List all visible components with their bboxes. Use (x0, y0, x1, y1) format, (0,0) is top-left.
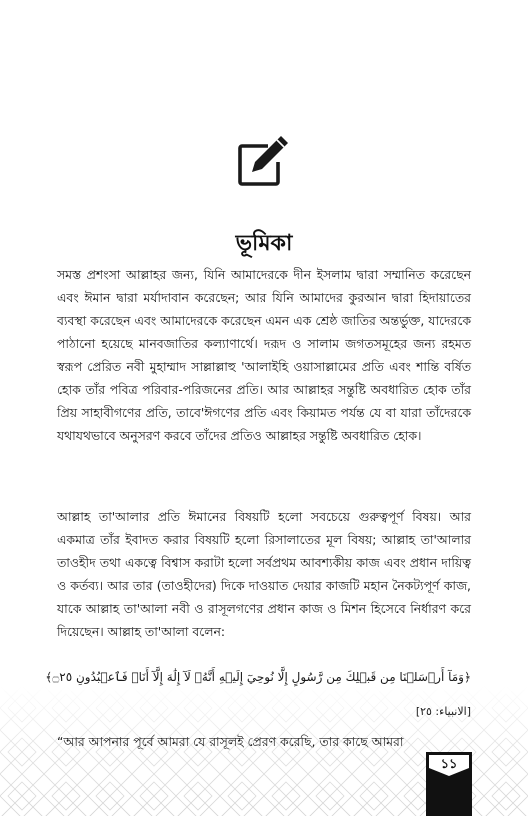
verse-translation: “আর আপনার পূর্বে আমরা যে রাসূলই প্রেরণ করেছি, তার কাছে আমরা (57, 734, 404, 749)
page-number: ১১ (440, 757, 458, 772)
intro-paragraph-2: আল্লাহ তা'আলার প্রতি ঈমানের বিষয়টি হলো সবচেয়ে গুরুত্বপূর্ণ বিষয়। আর একমাত্র তাঁর ইবাদত করার বিষয়টি হলো রিসালাতের মূল বিষয়; আল্লাহ তা'আলার তাওহীদ তথা একত্বে বিশ্বাস করাটা হলো সর্বপ্রথম আবশ্যকীয় কাজ এবং প্রধান দায়িত্ব ও কর্তব্য। আর তার (তাওহীদের) দিকে দাওয়াত দেয়ার কাজটি মহান নৈকট্যপূর্ণ কাজ, যাকে আল্লাহ তা'আলা নবী ও রাসূলগণের প্রধান কাজ ও মিশন হিসেবে নির্ধারণ করে দিয়েছেন। আল্লাহ তা'আলা বলেন: (57, 509, 471, 639)
edit-icon (234, 132, 292, 190)
intro-paragraph-1: সমস্ত প্রশংসা আল্লাহর জন্য, যিনি আমাদেরকে দীন ইসলাম দ্বারা সম্মানিত করেছেন এবং ঈমান দ্বারা মর্যাদাবান করেছেন; আর যিনি আমাদের কুরআন দ্বারা হিদায়াতের ব্যবস্থা করেছেন এবং আমাদেরকে করেছেন এমন এক শ্রেষ্ঠ জাতির অন্তর্ভুক্ত, যাদেরকে পাঠানো হয়েছে মানবজাতির কল্যাণার্থে। দরূদ ও সালাম জগতসমূহের জন্য রহমত স্বরূপ প্রেরিত নবী মুহাম্মাদ সাল্লাল্লাহু 'আলাইহি ওয়াসাল্লামের প্রতি এবং শান্তি বর্ষিত হোক তাঁর পবিত্র পরিবার-পরিজনের প্রতি। আর আল্লাহর সন্তুষ্টি অবধারিত হোক তাঁর প্রিয় সাহাবীগণের প্রতি, তাবে'ঈগণের প্রতি এবং কিয়ামত পর্যন্ত যে বা যারা তাঁদেরকে যথাযথভাবে অনুসরণ করবে তাঁদের প্রতিও আল্লাহর সন্তুষ্টি অবধারিত হোক। (57, 267, 471, 443)
chapter-title: ভূমিকা (235, 231, 293, 256)
verse-reference: [الانبياء: ٢٥] (415, 705, 471, 718)
quran-verse: ﴿وَمَآ أَرۡسَلۡنَا مِن قَبۡلِكَ مِن رَّسُولٍ إِلَّا نُوحِيٓ إِلَيۡهِ أَنَّهُۥ لَآ إِلَٰهَ إِلَّآ أَنَا۠ فَٱعۡبُدُونِ ۝٢٥﴾ (45, 670, 471, 684)
